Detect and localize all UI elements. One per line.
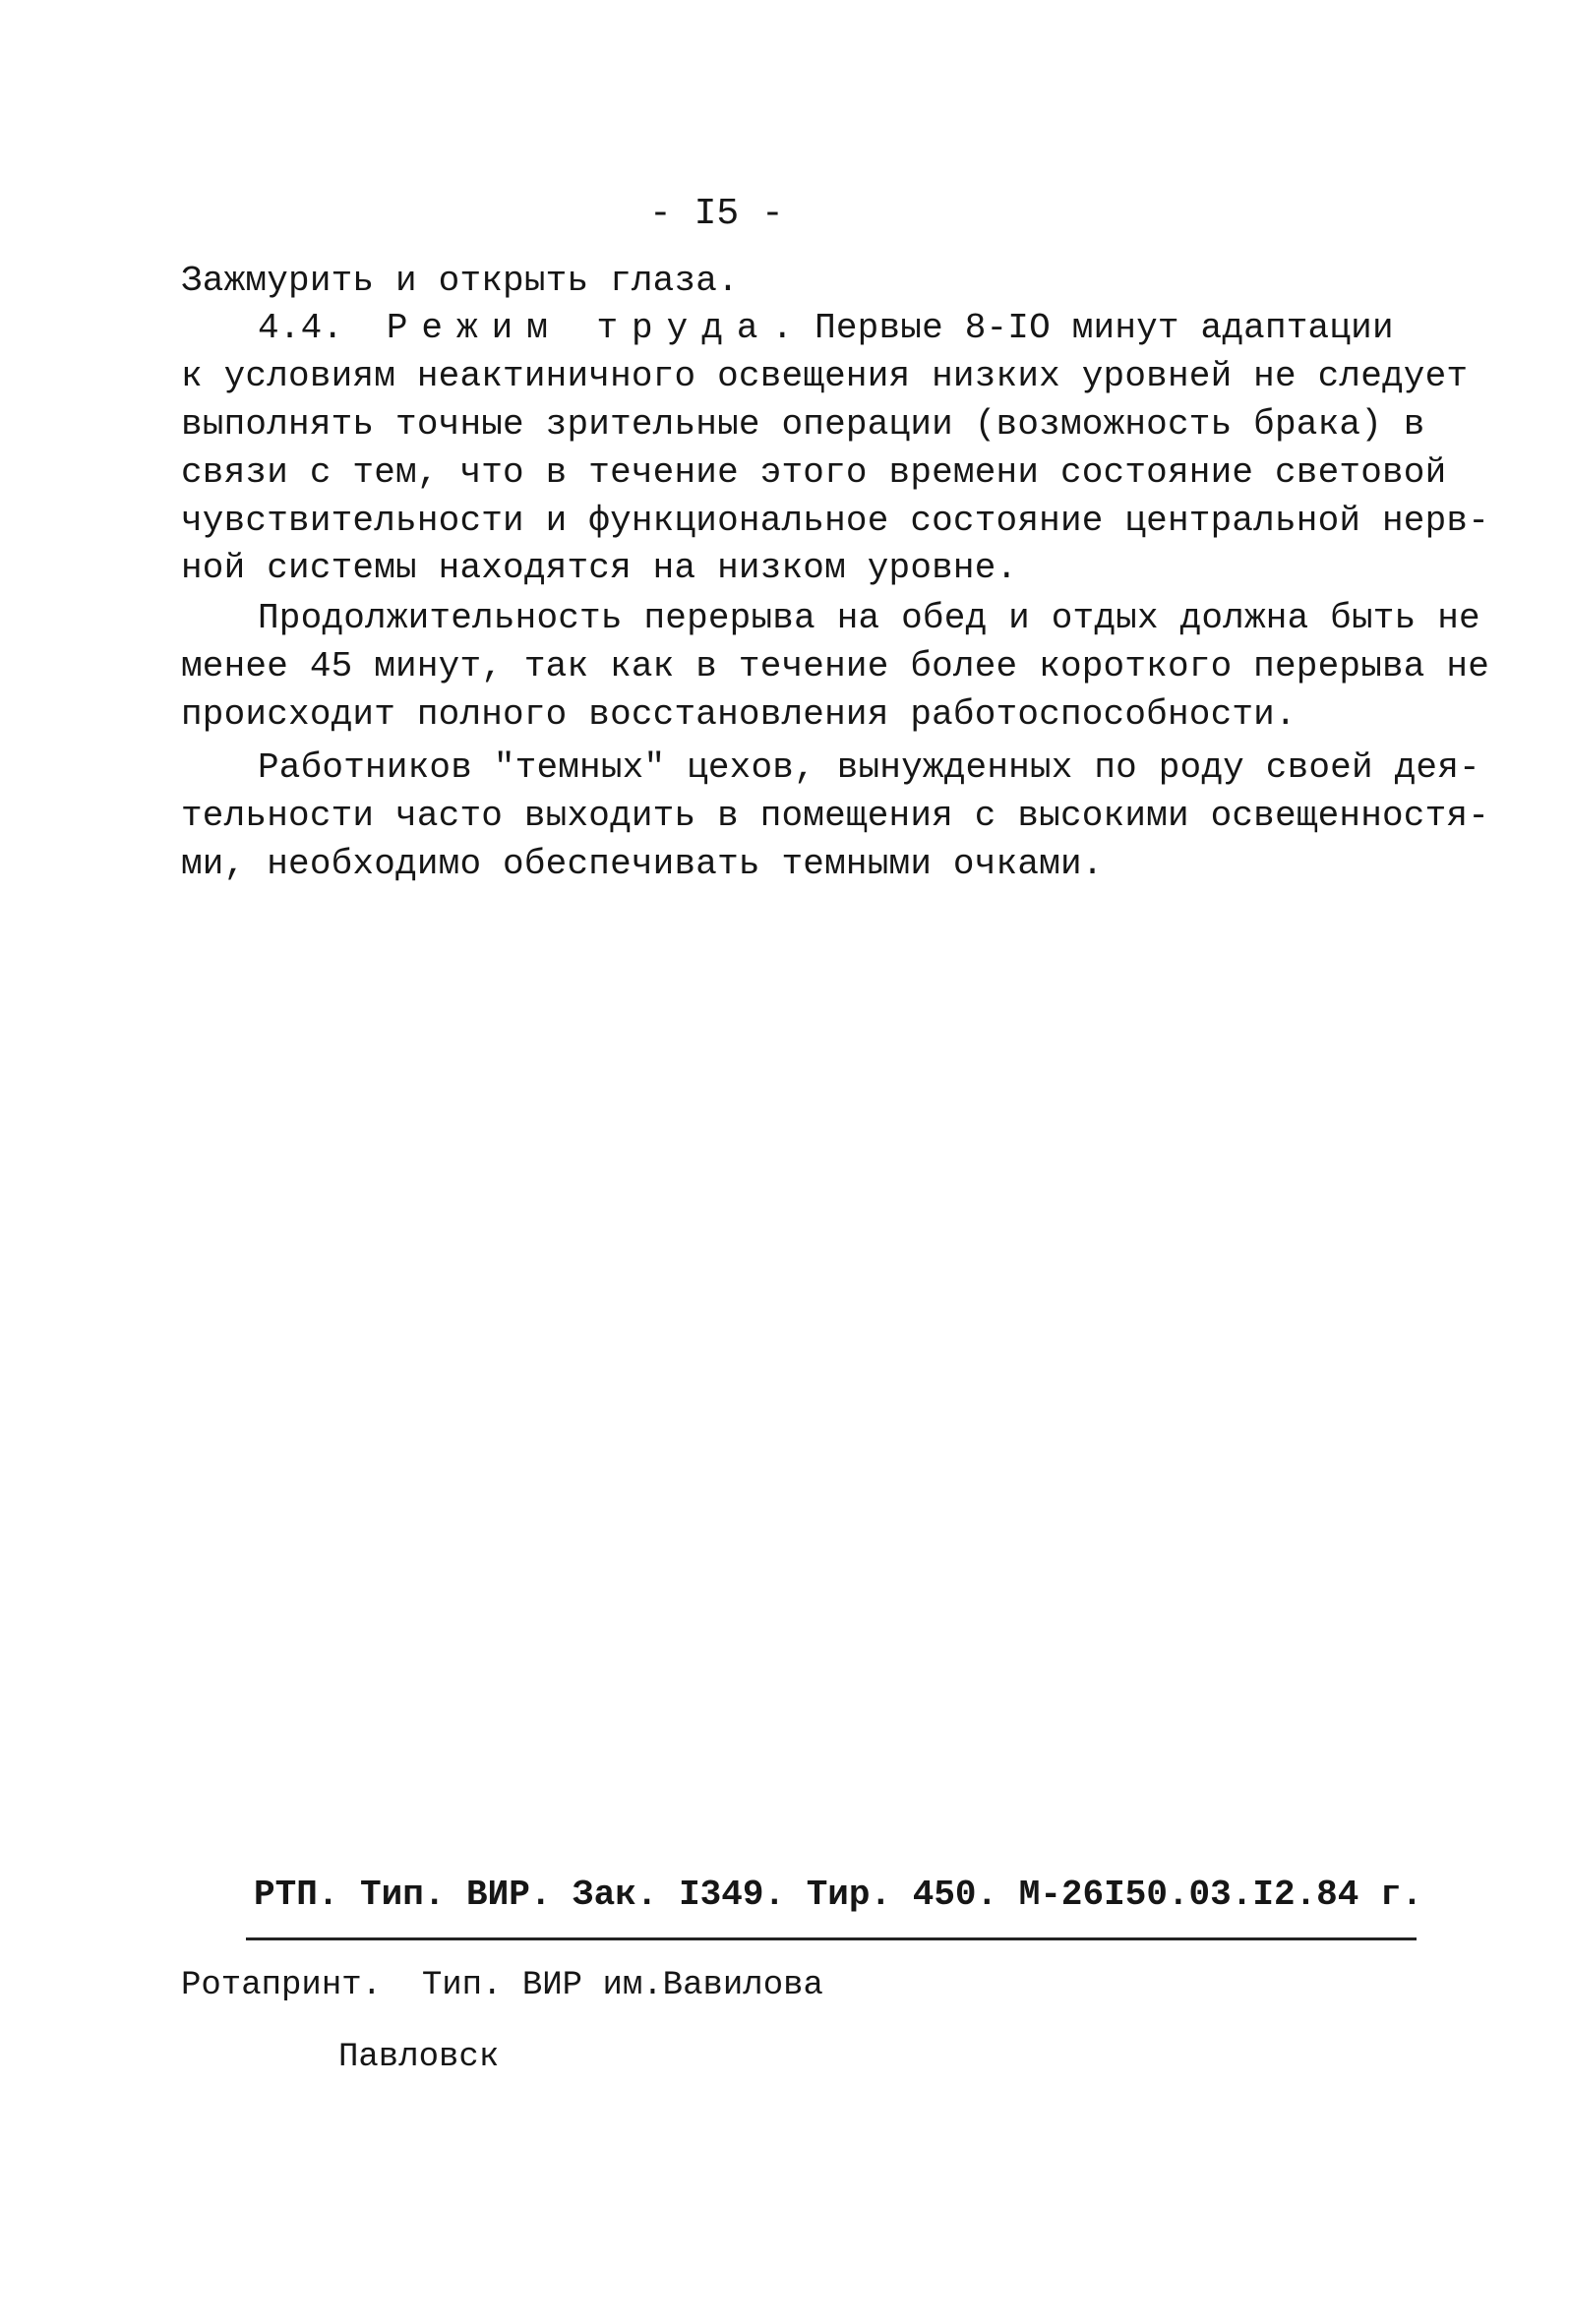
section-line	[258, 305, 1394, 352]
printer-stamp-city: Павловск	[338, 2039, 500, 2076]
print-imprint: РТП. Тип. ВИР. Зак. I349. Тир. 450. М-26I50.03.I2.84 г.	[254, 1875, 1423, 1915]
text-fragment: . Первые 8-IO минут адаптации	[771, 308, 1394, 348]
section-heading: Режим труда	[386, 308, 772, 348]
page-number: - I5 -	[649, 193, 784, 235]
text-line: чувствительности и функциональное состояние центральной нерв-	[181, 501, 1490, 541]
text-line: происходит полного восстановления работоспособности.	[181, 694, 1297, 735]
divider-rule	[246, 1937, 1417, 1940]
text-line: к условиям неактиничного освещения низких уровней не следует	[181, 356, 1469, 396]
text-line: Продолжительность перерыва на обед и отдых должна быть не	[258, 598, 1480, 638]
text-line: Зажмурить и открыть глаза.	[181, 261, 739, 301]
section-number: 4.4.	[258, 308, 344, 348]
text-line: выполнять точные зрительные операции (возможность брака) в	[181, 404, 1425, 445]
text-line: связи с тем, что в течение этого времени состояние световой	[181, 452, 1447, 493]
text-line: ной системы находятся на низком уровне.	[181, 548, 1018, 588]
text-line: тельности часто выходить в помещения с высокими освещенностя-	[181, 796, 1490, 836]
printer-stamp-line: Ротапринт. Тип. ВИР им.Вавилова	[181, 1967, 823, 2004]
text-line: ми, необходимо обеспечивать темными очками.	[181, 844, 1104, 884]
text-line: Работников "темных" цехов, вынужденных по роду своей дея-	[258, 747, 1480, 788]
text-line: менее 45 минут, так как в течение более короткого перерыва не	[181, 646, 1490, 686]
